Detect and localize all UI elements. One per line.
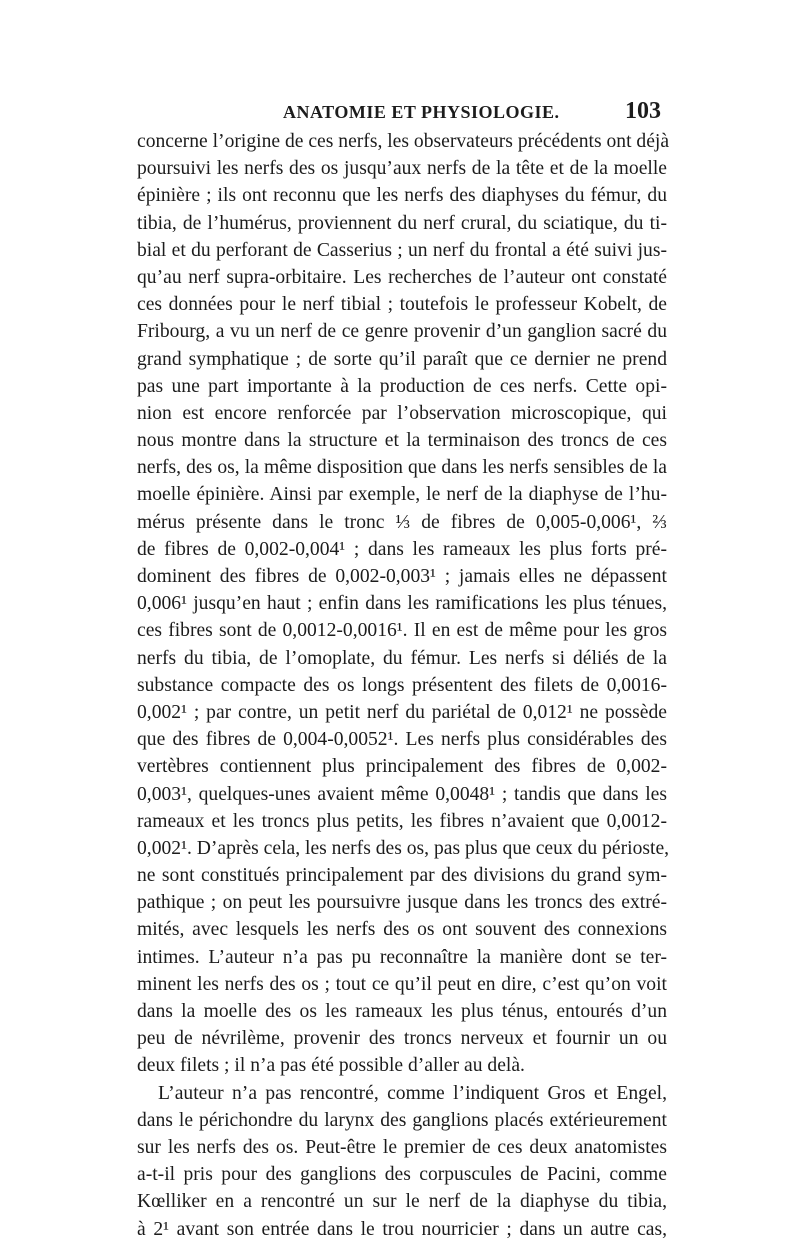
text-line: moelle épinière. Ainsi par exemple, le nerf de la diaphyse de l’hu- (137, 484, 667, 506)
text-line: à 2¹ avant son entrée dans le trou nourricier ; dans un autre cas, (137, 1218, 667, 1240)
text-line: deux filets ; il n’a pas été possible d’aller au delà. (137, 1055, 525, 1077)
text-line: 0,002¹. D’après cela, les nerfs des os, pas plus que ceux du périoste, (137, 837, 670, 859)
text-line: ces données pour le nerf tibial ; toutefois le professeur Kobelt, de (137, 294, 667, 316)
text-line: vertèbres contiennent plus principalement des fibres de 0,002- (137, 756, 667, 778)
running-title: ANATOMIE ET PHYSIOLOGIE. (283, 102, 560, 122)
text-line: poursuivi les nerfs des os jusqu’aux nerfs de la tête et de la moelle (137, 158, 667, 180)
text-line: que des fibres de 0,004-0,0052¹. Les nerfs plus considérables des (137, 729, 667, 751)
text-line: intimes. L’auteur n’a pas pu reconnaître la manière dont se ter- (137, 946, 667, 968)
text-line: L’auteur n’a pas rencontré, comme l’indiquent Gros et Engel, (158, 1082, 667, 1104)
page-number: 103 (625, 98, 661, 124)
text-line: mités, avec lesquels les nerfs des os ont souvent des connexions (137, 919, 667, 941)
text-line: pas une part importante à la production de ces nerfs. Cette opi- (137, 375, 667, 397)
text-line: sur les nerfs des os. Peut-être le premier de ces deux anatomistes (137, 1136, 667, 1158)
text-line: dans le périchondre du larynx des ganglions placés extérieurement (137, 1109, 667, 1131)
text-line: grand symphatique ; de sorte qu’il paraît que ce dernier ne prend (137, 348, 667, 370)
body-text (137, 128, 670, 1243)
text-line: bial et du perforant de Casserius ; un nerf du frontal a été suivi jus- (137, 239, 667, 261)
text-line: concerne l’origine de ces nerfs, les observateurs précédents ont déjà (137, 131, 670, 152)
text-line: de fibres de 0,002-0,004¹ ; dans les rameaux les plus forts pré- (137, 538, 667, 560)
text-line: épinière ; ils ont reconnu que les nerfs des diaphyses du fémur, du (137, 185, 667, 207)
text-line: nion est encore renforcée par l’observation microscopique, qui (137, 402, 667, 424)
text-line: 0,003¹, quelques-unes avaient même 0,0048¹ ; tandis que dans les (137, 783, 667, 805)
text-line: nerfs du tibia, de l’omoplate, du fémur. Les nerfs si déliés de la (137, 647, 667, 669)
text-line: tibia, de l’humérus, proviennent du nerf crural, du sciatique, du ti- (137, 212, 667, 234)
text-line: ne sont constitués principalement par des divisions du grand sym- (137, 865, 667, 887)
text-line: Fribourg, a vu un nerf de ce genre provenir d’un ganglion sacré du (137, 321, 667, 343)
text-line: dans la moelle des os les rameaux les plus ténus, entourés d’un (137, 1001, 667, 1022)
text-line: Kœlliker en a rencontré un sur le nerf de la diaphyse du tibia, (137, 1191, 667, 1213)
text-line: mérus présente dans le tronc ⅓ de fibres de 0,005-0,006¹, ⅔ (137, 511, 667, 533)
text-line: 0,006¹ jusqu’en haut ; enfin dans les ramifications les plus ténues, (137, 593, 667, 615)
text-line: qu’au nerf supra-orbitaire. Les recherches de l’auteur ont constaté (137, 266, 667, 288)
text-line: a-t-il pris pour des ganglions des corpuscules de Pacini, comme (137, 1164, 667, 1186)
text-line: 0,002¹ ; par contre, un petit nerf du pariétal de 0,012¹ ne possède (137, 701, 667, 723)
text-line: minent les nerfs des os ; tout ce qu’il peut en dire, c’est qu’on voit (137, 973, 667, 995)
text-line: ces fibres sont de 0,0012-0,0016¹. Il en est de même pour les gros (137, 620, 667, 642)
text-line: pathique ; on peut les poursuivre jusque dans les troncs des extré- (137, 892, 667, 914)
text-line: rameaux et les troncs plus petits, les fibres n’avaient que 0,0012- (137, 810, 667, 832)
running-head (137, 100, 667, 126)
text-line: dominent des fibres de 0,002-0,003¹ ; jamais elles ne dépassent (137, 566, 667, 587)
text-line: nous montre dans la structure et la terminaison des troncs de ces (137, 430, 667, 452)
text-line: substance compacte des os longs présentent des filets de 0,0016- (137, 674, 667, 696)
text-line: nerfs, des os, la même disposition que dans les nerfs sensibles de la (137, 457, 667, 479)
text-line: peu de névrilème, provenir des troncs nerveux et fournir un ou (137, 1028, 667, 1050)
